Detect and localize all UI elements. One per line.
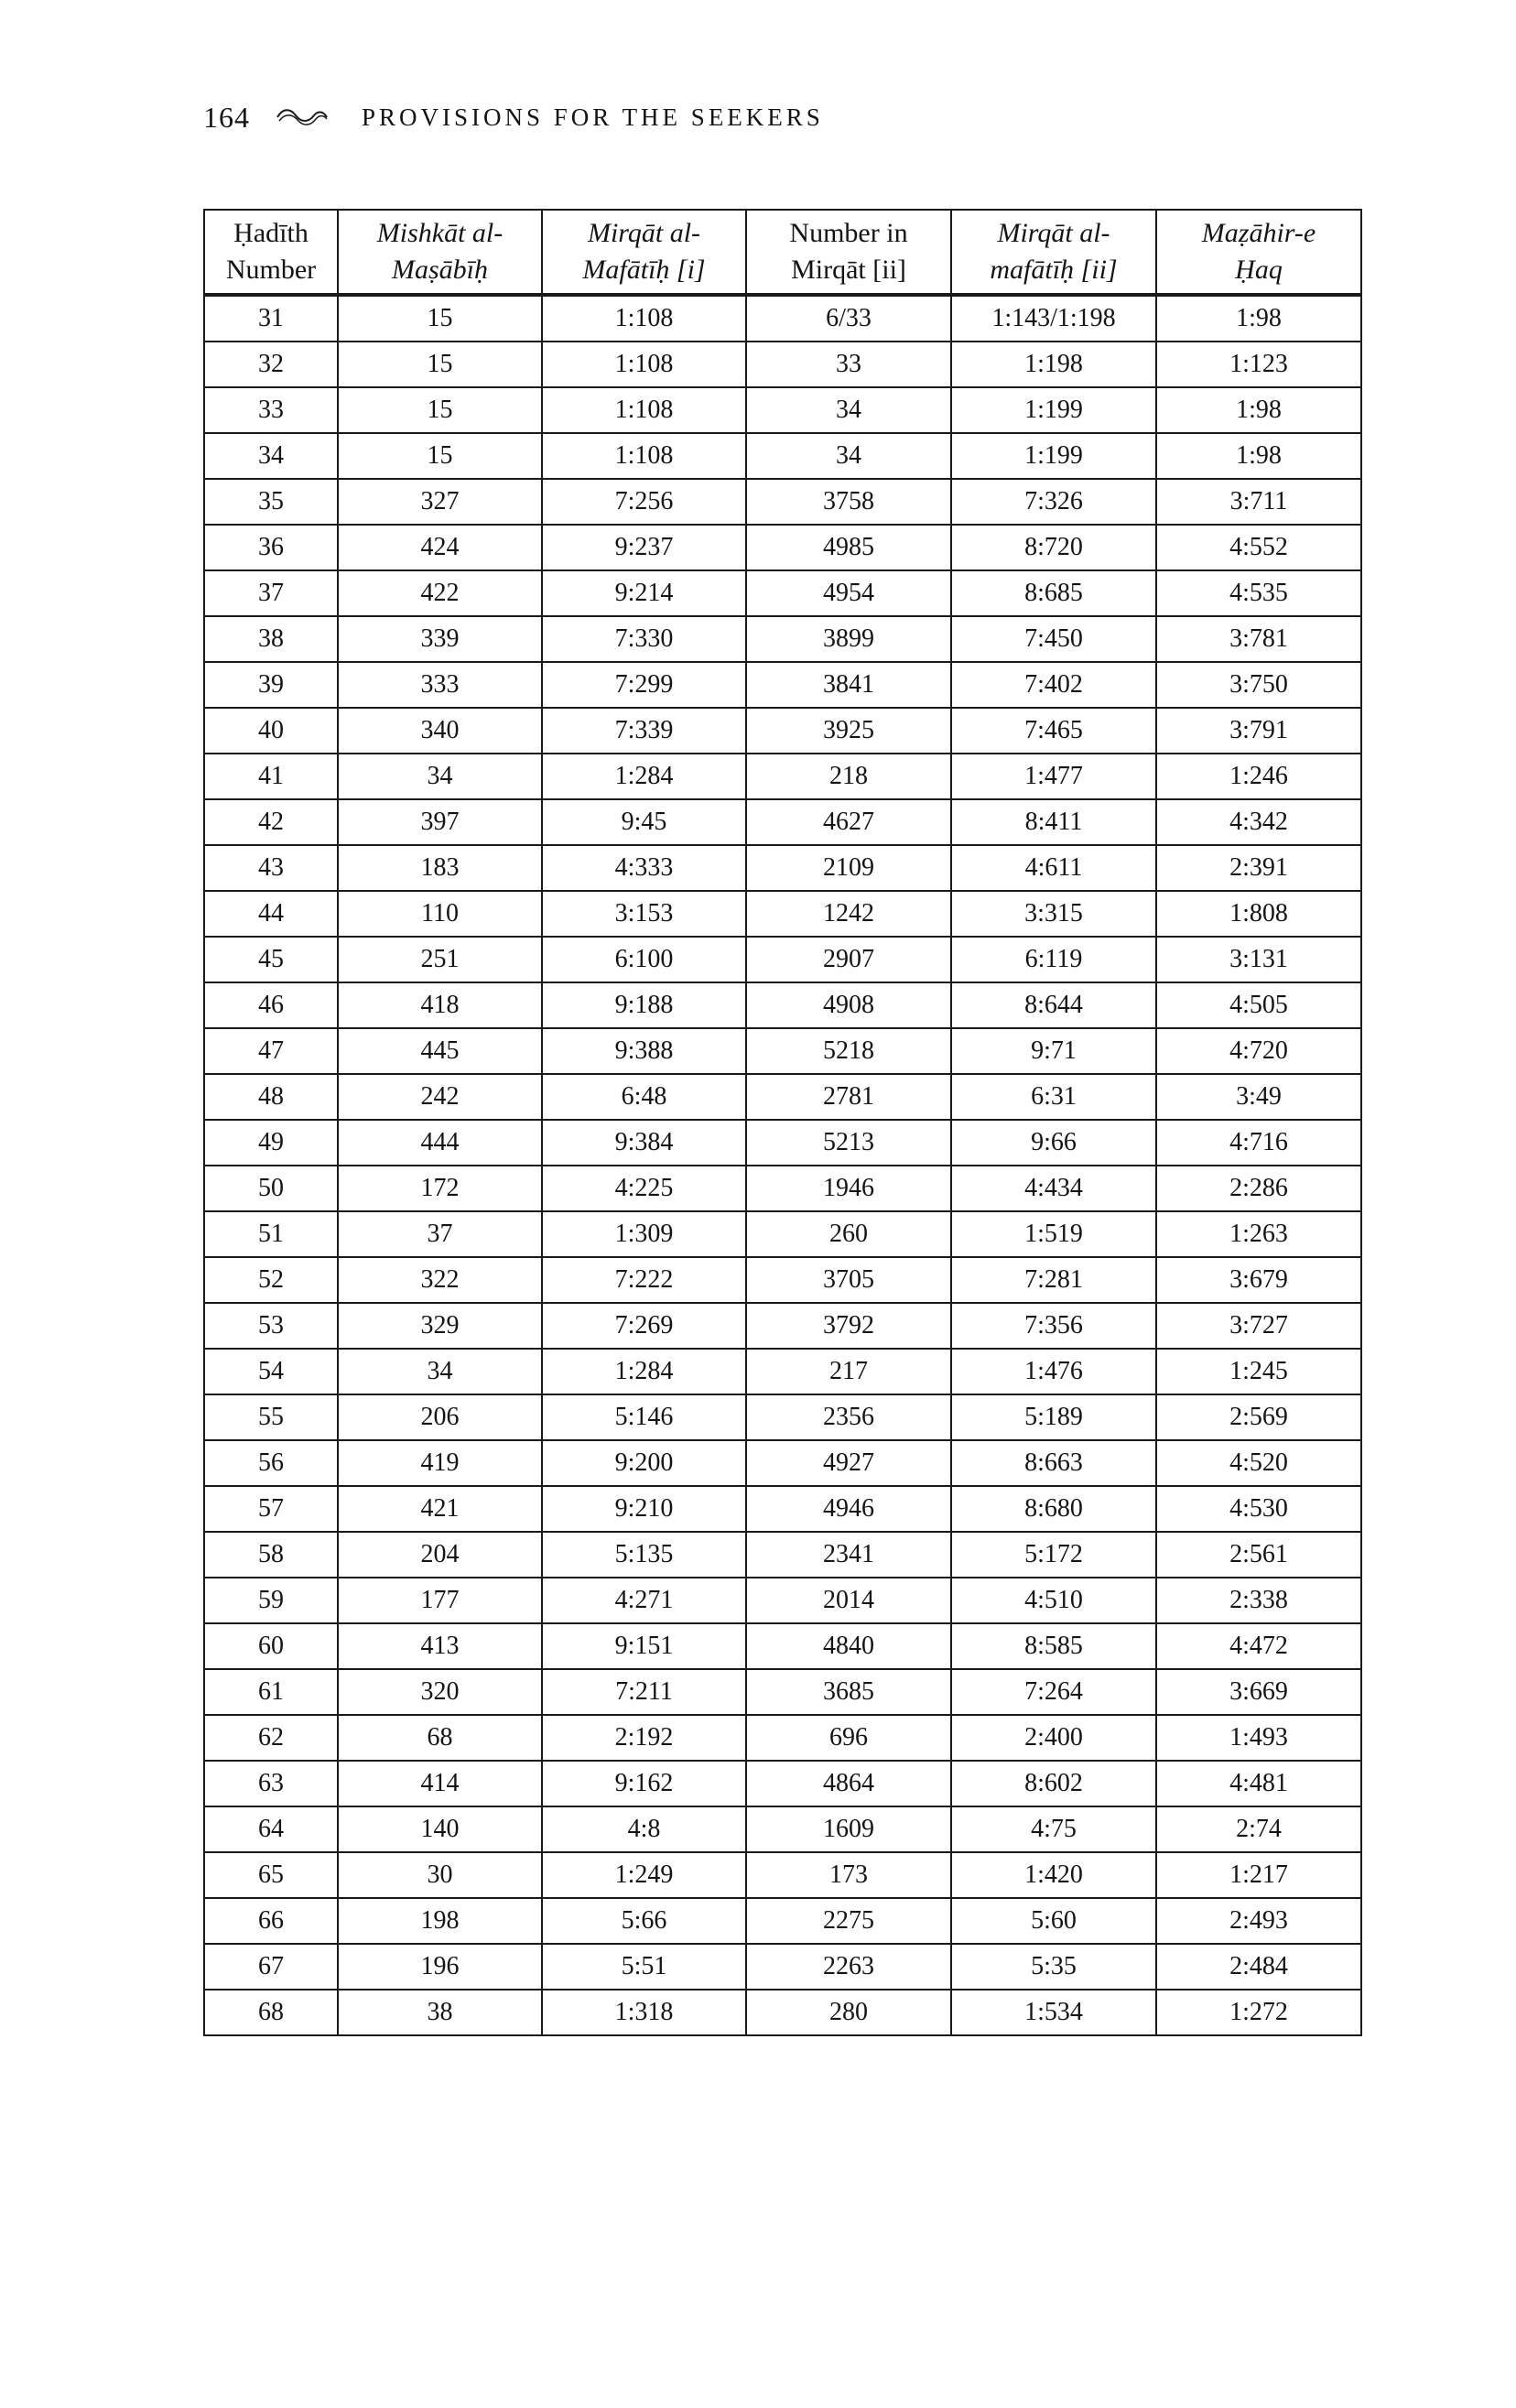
table-cell: 4:75 [951, 1806, 1156, 1852]
book-title: PROVISIONS FOR THE SEEKERS [362, 103, 824, 131]
table-cell: 3:315 [951, 891, 1156, 937]
table-cell: 1:249 [542, 1852, 746, 1898]
table-cell: 5:172 [951, 1532, 1156, 1578]
table-cell: 3792 [746, 1303, 951, 1349]
table-cell: 3685 [746, 1669, 951, 1715]
table-cell: 42 [204, 799, 338, 845]
table-cell: 2:192 [542, 1715, 746, 1761]
table-row [204, 1852, 1361, 1898]
table-cell: 34 [746, 387, 951, 433]
table-cell: 217 [746, 1349, 951, 1394]
table-row [204, 1578, 1361, 1623]
table-cell: 1:108 [542, 433, 746, 479]
table-cell: 57 [204, 1486, 338, 1532]
column-header: Mishkāt al- Maṣābīḥ [338, 210, 542, 295]
table-cell: 1:199 [951, 433, 1156, 479]
table-cell: 7:450 [951, 616, 1156, 662]
table-row [204, 982, 1361, 1028]
table-cell: 8:663 [951, 1440, 1156, 1486]
table-cell: 50 [204, 1166, 338, 1211]
table-cell: 4:505 [1156, 982, 1361, 1028]
table-cell: 7:326 [951, 479, 1156, 525]
table-cell: 1:309 [542, 1211, 746, 1257]
table-cell: 7:269 [542, 1303, 746, 1349]
table-cell: 15 [338, 387, 542, 433]
table-cell: 52 [204, 1257, 338, 1303]
table-cell: 1:98 [1156, 295, 1361, 342]
table-cell: 66 [204, 1898, 338, 1944]
table-cell: 419 [338, 1440, 542, 1486]
table-cell: 4627 [746, 799, 951, 845]
table-cell: 62 [204, 1715, 338, 1761]
table-cell: 3:679 [1156, 1257, 1361, 1303]
table-cell: 8:680 [951, 1486, 1156, 1532]
table-row [204, 616, 1361, 662]
table-cell: 183 [338, 845, 542, 891]
table-row [204, 295, 1361, 342]
table-row [204, 342, 1361, 387]
table-cell: 5:66 [542, 1898, 746, 1944]
table-cell: 1:98 [1156, 387, 1361, 433]
table-cell: 1:263 [1156, 1211, 1361, 1257]
table-cell: 64 [204, 1806, 338, 1852]
table-cell: 7:339 [542, 708, 746, 754]
table-cell: 1:108 [542, 295, 746, 342]
table-cell: 2:391 [1156, 845, 1361, 891]
table-cell: 340 [338, 708, 542, 754]
table-cell: 3925 [746, 708, 951, 754]
table-cell: 2109 [746, 845, 951, 891]
running-head [203, 99, 824, 136]
swash-ornament-icon [276, 106, 329, 128]
table-cell: 2781 [746, 1074, 951, 1120]
table-cell: 206 [338, 1394, 542, 1440]
table-cell: 68 [338, 1715, 542, 1761]
table-cell: 5:35 [951, 1944, 1156, 1990]
table-cell: 333 [338, 662, 542, 708]
table-cell: 1946 [746, 1166, 951, 1211]
table-row [204, 799, 1361, 845]
table-cell: 4946 [746, 1486, 951, 1532]
table-cell: 196 [338, 1944, 542, 1990]
table-cell: 1:420 [951, 1852, 1156, 1898]
table-cell: 6:100 [542, 937, 746, 982]
table-row [204, 1898, 1361, 1944]
table-cell: 32 [204, 342, 338, 387]
table-cell: 3:750 [1156, 662, 1361, 708]
table-cell: 3758 [746, 479, 951, 525]
table-cell: 33 [204, 387, 338, 433]
table-cell: 3:131 [1156, 937, 1361, 982]
table-cell: 7:281 [951, 1257, 1156, 1303]
table-cell: 2356 [746, 1394, 951, 1440]
column-header: Maẓāhir-e Ḥaq [1156, 210, 1361, 295]
column-header: Mirqāt al- Mafātīḥ [i] [542, 210, 746, 295]
table-cell: 329 [338, 1303, 542, 1349]
table-cell: 44 [204, 891, 338, 937]
table-cell: 7:299 [542, 662, 746, 708]
table-cell: 34 [204, 433, 338, 479]
table-row [204, 662, 1361, 708]
table-row [204, 1532, 1361, 1578]
table-cell: 5218 [746, 1028, 951, 1074]
table-row [204, 754, 1361, 799]
table-cell: 8:602 [951, 1761, 1156, 1806]
table-cell: 41 [204, 754, 338, 799]
table-cell: 3:791 [1156, 708, 1361, 754]
table-row [204, 1028, 1361, 1074]
column-header: Ḥadīth Number [204, 210, 338, 295]
table-row [204, 845, 1361, 891]
table-cell: 4864 [746, 1761, 951, 1806]
table-cell: 2907 [746, 937, 951, 982]
table-cell: 204 [338, 1532, 542, 1578]
table-cell: 1:272 [1156, 1990, 1361, 2035]
hadith-concordance-table [203, 209, 1362, 2036]
table-cell: 9:71 [951, 1028, 1156, 1074]
table-cell: 445 [338, 1028, 542, 1074]
table-cell: 1:123 [1156, 342, 1361, 387]
table-row [204, 1486, 1361, 1532]
table-cell: 2263 [746, 1944, 951, 1990]
table-cell: 418 [338, 982, 542, 1028]
table-cell: 30 [338, 1852, 542, 1898]
table-cell: 177 [338, 1578, 542, 1623]
table-cell: 49 [204, 1120, 338, 1166]
table-row [204, 1166, 1361, 1211]
table-cell: 39 [204, 662, 338, 708]
table-body [204, 295, 1361, 2035]
table-cell: 35 [204, 479, 338, 525]
table-cell: 1:519 [951, 1211, 1156, 1257]
table-cell: 6/33 [746, 295, 951, 342]
table-cell: 4:510 [951, 1578, 1156, 1623]
table-cell: 6:48 [542, 1074, 746, 1120]
table-cell: 1:199 [951, 387, 1156, 433]
table-cell: 1:217 [1156, 1852, 1361, 1898]
table-cell: 4:611 [951, 845, 1156, 891]
table-cell: 59 [204, 1578, 338, 1623]
table-cell: 7:465 [951, 708, 1156, 754]
table-cell: 1:143/1:198 [951, 295, 1156, 342]
table-cell: 2:484 [1156, 1944, 1361, 1990]
table-cell: 8:411 [951, 799, 1156, 845]
table-cell: 6:119 [951, 937, 1156, 982]
table-cell: 51 [204, 1211, 338, 1257]
table-row [204, 1806, 1361, 1852]
table-cell: 33 [746, 342, 951, 387]
table-row [204, 708, 1361, 754]
table-cell: 696 [746, 1715, 951, 1761]
table-cell: 67 [204, 1944, 338, 1990]
table-cell: 34 [338, 754, 542, 799]
table-cell: 1:108 [542, 342, 746, 387]
table-cell: 414 [338, 1761, 542, 1806]
table-cell: 280 [746, 1990, 951, 2035]
table-cell: 5:135 [542, 1532, 746, 1578]
table-cell: 43 [204, 845, 338, 891]
table-row [204, 891, 1361, 937]
table-cell: 68 [204, 1990, 338, 2035]
table-cell: 4:720 [1156, 1028, 1361, 1074]
table-cell: 4908 [746, 982, 951, 1028]
table-cell: 34 [746, 433, 951, 479]
table-cell: 2:338 [1156, 1578, 1361, 1623]
table-row [204, 1211, 1361, 1257]
table-cell: 1:808 [1156, 891, 1361, 937]
table-cell: 34 [338, 1349, 542, 1394]
table-cell: 4:225 [542, 1166, 746, 1211]
table-cell: 1:108 [542, 387, 746, 433]
table-cell: 1:246 [1156, 754, 1361, 799]
table-row [204, 1715, 1361, 1761]
table-cell: 4954 [746, 570, 951, 616]
table-cell: 327 [338, 479, 542, 525]
table-cell: 110 [338, 891, 542, 937]
table-cell: 173 [746, 1852, 951, 1898]
table-cell: 5:146 [542, 1394, 746, 1440]
table-cell: 2014 [746, 1578, 951, 1623]
table-cell: 4985 [746, 525, 951, 570]
table-cell: 58 [204, 1532, 338, 1578]
table-cell: 8:644 [951, 982, 1156, 1028]
table-cell: 2:74 [1156, 1806, 1361, 1852]
table-cell: 421 [338, 1486, 542, 1532]
table-cell: 5:60 [951, 1898, 1156, 1944]
table-cell: 8:685 [951, 570, 1156, 616]
table-row [204, 1944, 1361, 1990]
table-cell: 37 [204, 570, 338, 616]
table-cell: 54 [204, 1349, 338, 1394]
table-row [204, 1623, 1361, 1669]
table-cell: 4:520 [1156, 1440, 1361, 1486]
table-cell: 2:569 [1156, 1394, 1361, 1440]
table-row [204, 433, 1361, 479]
table-row [204, 1120, 1361, 1166]
table-cell: 251 [338, 937, 542, 982]
table-cell: 2:493 [1156, 1898, 1361, 1944]
table-cell: 260 [746, 1211, 951, 1257]
table-cell: 218 [746, 754, 951, 799]
table-cell: 15 [338, 295, 542, 342]
table-cell: 9:188 [542, 982, 746, 1028]
table-row [204, 1761, 1361, 1806]
table-cell: 5:189 [951, 1394, 1156, 1440]
table-cell: 60 [204, 1623, 338, 1669]
table-cell: 4840 [746, 1623, 951, 1669]
table-cell: 7:264 [951, 1669, 1156, 1715]
table-cell: 1609 [746, 1806, 951, 1852]
table-cell: 9:162 [542, 1761, 746, 1806]
table-cell: 3:727 [1156, 1303, 1361, 1349]
table-cell: 1:534 [951, 1990, 1156, 2035]
table-cell: 3705 [746, 1257, 951, 1303]
table-cell: 9:210 [542, 1486, 746, 1532]
table-row [204, 937, 1361, 982]
table-cell: 9:384 [542, 1120, 746, 1166]
table-cell: 4:271 [542, 1578, 746, 1623]
table-cell: 172 [338, 1166, 542, 1211]
table-cell: 9:151 [542, 1623, 746, 1669]
table-row [204, 1440, 1361, 1486]
table-cell: 1:198 [951, 342, 1156, 387]
column-header: Mirqāt al- mafātīḥ [ii] [951, 210, 1156, 295]
table-cell: 4:8 [542, 1806, 746, 1852]
table-row [204, 387, 1361, 433]
table-cell: 322 [338, 1257, 542, 1303]
table-cell: 4:342 [1156, 799, 1361, 845]
table-cell: 424 [338, 525, 542, 570]
table-cell: 2:400 [951, 1715, 1156, 1761]
table-cell: 9:214 [542, 570, 746, 616]
table-cell: 4:716 [1156, 1120, 1361, 1166]
table-row [204, 525, 1361, 570]
table-row [204, 1074, 1361, 1120]
table-cell: 4:552 [1156, 525, 1361, 570]
table-cell: 4:434 [951, 1166, 1156, 1211]
table-cell: 15 [338, 342, 542, 387]
table-cell: 9:66 [951, 1120, 1156, 1166]
table-row [204, 1303, 1361, 1349]
table-cell: 3899 [746, 616, 951, 662]
table-cell: 413 [338, 1623, 542, 1669]
table-cell: 63 [204, 1761, 338, 1806]
table-cell: 3841 [746, 662, 951, 708]
table-cell: 3:781 [1156, 616, 1361, 662]
table-row [204, 1394, 1361, 1440]
table-row [204, 1257, 1361, 1303]
table-cell: 4:535 [1156, 570, 1361, 616]
table-cell: 7:222 [542, 1257, 746, 1303]
table-cell: 31 [204, 295, 338, 342]
table-cell: 444 [338, 1120, 542, 1166]
table-cell: 2:561 [1156, 1532, 1361, 1578]
table-cell: 4927 [746, 1440, 951, 1486]
table-cell: 7:402 [951, 662, 1156, 708]
table-cell: 38 [204, 616, 338, 662]
table-cell: 8:585 [951, 1623, 1156, 1669]
table-cell: 1:284 [542, 754, 746, 799]
table-header-row [204, 210, 1361, 295]
table-cell: 1242 [746, 891, 951, 937]
table-cell: 61 [204, 1669, 338, 1715]
table-cell: 7:356 [951, 1303, 1156, 1349]
table-row [204, 1990, 1361, 2035]
table-cell: 1:284 [542, 1349, 746, 1394]
table-cell: 8:720 [951, 525, 1156, 570]
table-cell: 9:45 [542, 799, 746, 845]
table-cell: 1:493 [1156, 1715, 1361, 1761]
table-cell: 2:286 [1156, 1166, 1361, 1211]
table-row [204, 1669, 1361, 1715]
table-cell: 2275 [746, 1898, 951, 1944]
table-row [204, 570, 1361, 616]
table-cell: 38 [338, 1990, 542, 2035]
table-cell: 198 [338, 1898, 542, 1944]
table-cell: 7:211 [542, 1669, 746, 1715]
table-cell: 4:333 [542, 845, 746, 891]
table-cell: 53 [204, 1303, 338, 1349]
table-cell: 3:669 [1156, 1669, 1361, 1715]
table-cell: 6:31 [951, 1074, 1156, 1120]
table-cell: 4:481 [1156, 1761, 1361, 1806]
table-cell: 47 [204, 1028, 338, 1074]
table-row [204, 1349, 1361, 1394]
table-cell: 48 [204, 1074, 338, 1120]
table-cell: 5213 [746, 1120, 951, 1166]
table-cell: 55 [204, 1394, 338, 1440]
table-cell: 7:330 [542, 616, 746, 662]
table-cell: 339 [338, 616, 542, 662]
table-cell: 46 [204, 982, 338, 1028]
table-cell: 3:711 [1156, 479, 1361, 525]
table-cell: 15 [338, 433, 542, 479]
table-cell: 9:237 [542, 525, 746, 570]
table-cell: 1:477 [951, 754, 1156, 799]
table-cell: 1:476 [951, 1349, 1156, 1394]
table-cell: 37 [338, 1211, 542, 1257]
table-cell: 397 [338, 799, 542, 845]
table-cell: 3:153 [542, 891, 746, 937]
table-cell: 3:49 [1156, 1074, 1361, 1120]
table-cell: 140 [338, 1806, 542, 1852]
table-cell: 1:98 [1156, 433, 1361, 479]
table-cell: 1:245 [1156, 1349, 1361, 1394]
table-cell: 1:318 [542, 1990, 746, 2035]
table-cell: 36 [204, 525, 338, 570]
table-cell: 45 [204, 937, 338, 982]
page-number: 164 [203, 100, 250, 134]
table-cell: 40 [204, 708, 338, 754]
table-cell: 56 [204, 1440, 338, 1486]
table-cell: 5:51 [542, 1944, 746, 1990]
table-cell: 7:256 [542, 479, 746, 525]
table-cell: 422 [338, 570, 542, 616]
table-cell: 9:388 [542, 1028, 746, 1074]
table-cell: 242 [338, 1074, 542, 1120]
table-cell: 320 [338, 1669, 542, 1715]
column-header: Number in Mirqāt [ii] [746, 210, 951, 295]
table-cell: 4:530 [1156, 1486, 1361, 1532]
table-cell: 65 [204, 1852, 338, 1898]
table-row [204, 479, 1361, 525]
table-cell: 2341 [746, 1532, 951, 1578]
table-cell: 4:472 [1156, 1623, 1361, 1669]
table-cell: 9:200 [542, 1440, 746, 1486]
